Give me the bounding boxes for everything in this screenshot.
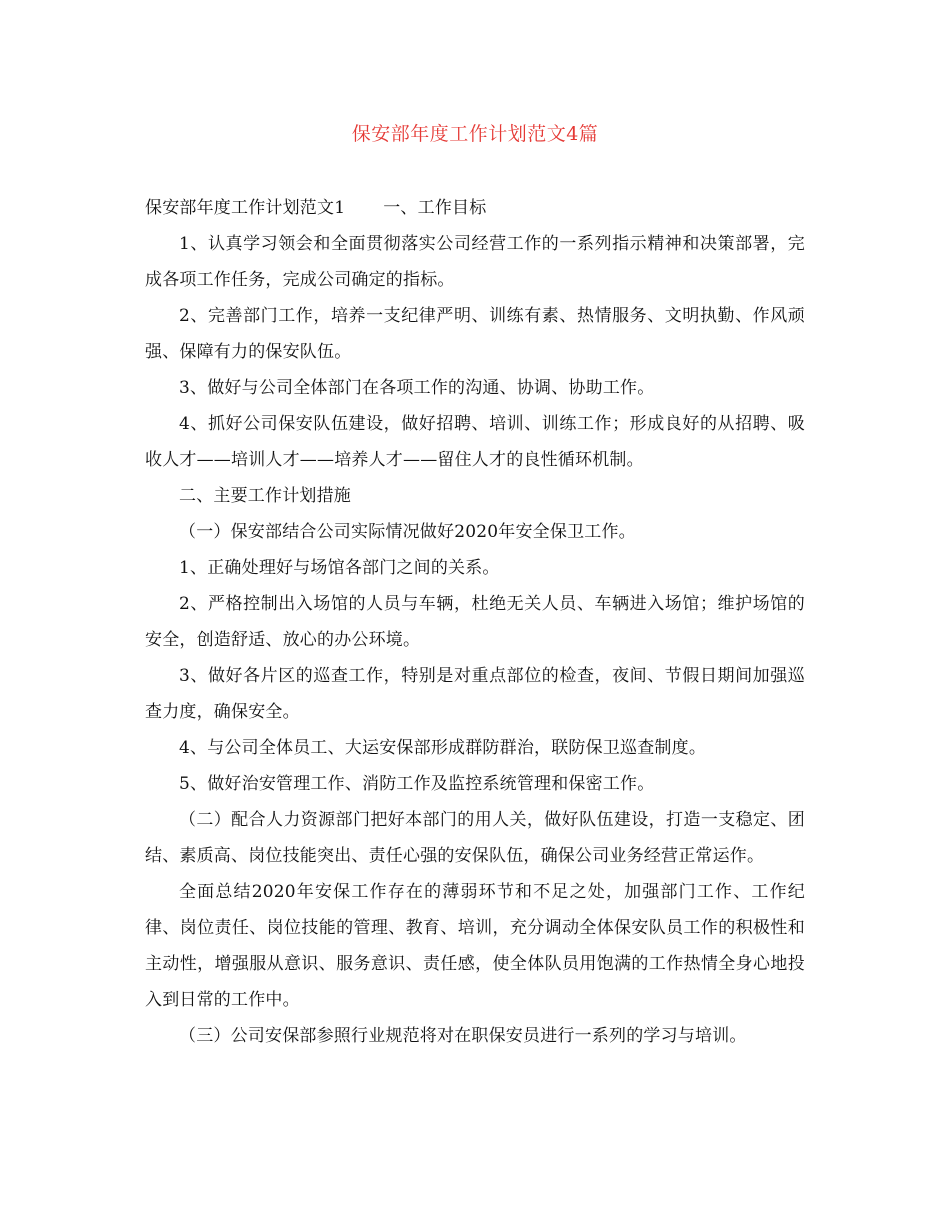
document-title: 保安部年度工作计划范文4篇 xyxy=(351,123,599,145)
paragraph-10: 4、与公司全体员工、大运安保部形成群防群治，联防保卫巡查制度。 xyxy=(179,738,707,758)
section-heading: 一、工作目标 xyxy=(383,198,487,218)
paragraph-2: 2、完善部门工作，培养一支纪律严明、训练有素、热情服务、文明执勤、作风顽强、保障有力的保安队伍。 xyxy=(145,306,805,362)
paragraph-4: 4、抓好公司保安队伍建设，做好招聘、培训、训练工作；形成良好的从招聘、吸收人才——培训人才——培养人才——留住人才的良性循环机制。 xyxy=(145,414,805,470)
paragraph-12: （二）配合人力资源部门把好本部门的用人关，做好队伍建设，打造一支稳定、团结、素质高、岗位技能突出、责任心强的安保队伍，确保公司业务经营正常运作。 xyxy=(145,810,805,866)
section-label: 保安部年度工作计划范文1 xyxy=(145,198,346,218)
paragraph-9: 3、做好各片区的巡查工作，特别是对重点部位的检查，夜间、节假日期间加强巡查力度，确保安全。 xyxy=(145,666,805,722)
paragraph-7: 1、正确处理好与场馆各部门之间的关系。 xyxy=(179,558,500,578)
paragraph-6: （一）保安部结合公司实际情况做好2020年安全保卫工作。 xyxy=(179,522,636,542)
paragraph-3: 3、做好与公司全体部门在各项工作的沟通、协调、协助工作。 xyxy=(179,378,655,398)
paragraph-14: （三）公司安保部参照行业规范将对在职保安员进行一系列的学习与培训。 xyxy=(179,1026,747,1046)
paragraph-11: 5、做好治安管理工作、消防工作及监控系统管理和保密工作。 xyxy=(179,774,655,794)
first-line xyxy=(145,190,805,226)
paragraph-1: 1、认真学习领会和全面贯彻落实公司经营工作的一系列指示精神和决策部署，完成各项工作任务，完成公司确定的指标。 xyxy=(145,234,805,290)
document-body xyxy=(145,190,805,1054)
paragraph-5: 二、主要工作计划措施 xyxy=(179,486,351,506)
paragraph-8: 2、严格控制出入场馆的人员与车辆，杜绝无关人员、车辆进入场馆；维护场馆的安全，创造舒适、放心的办公环境。 xyxy=(145,594,805,650)
paragraph-13: 全面总结2020年安保工作存在的薄弱环节和不足之处，加强部门工作、工作纪律、岗位责任、岗位技能的管理、教育、培训，充分调动全体保安队员工作的积极性和主动性，增强服从意识、服务意识、责任感，使全体队员用饱满的工作热情全身心地投入到日常的工作中。 xyxy=(145,882,805,1010)
